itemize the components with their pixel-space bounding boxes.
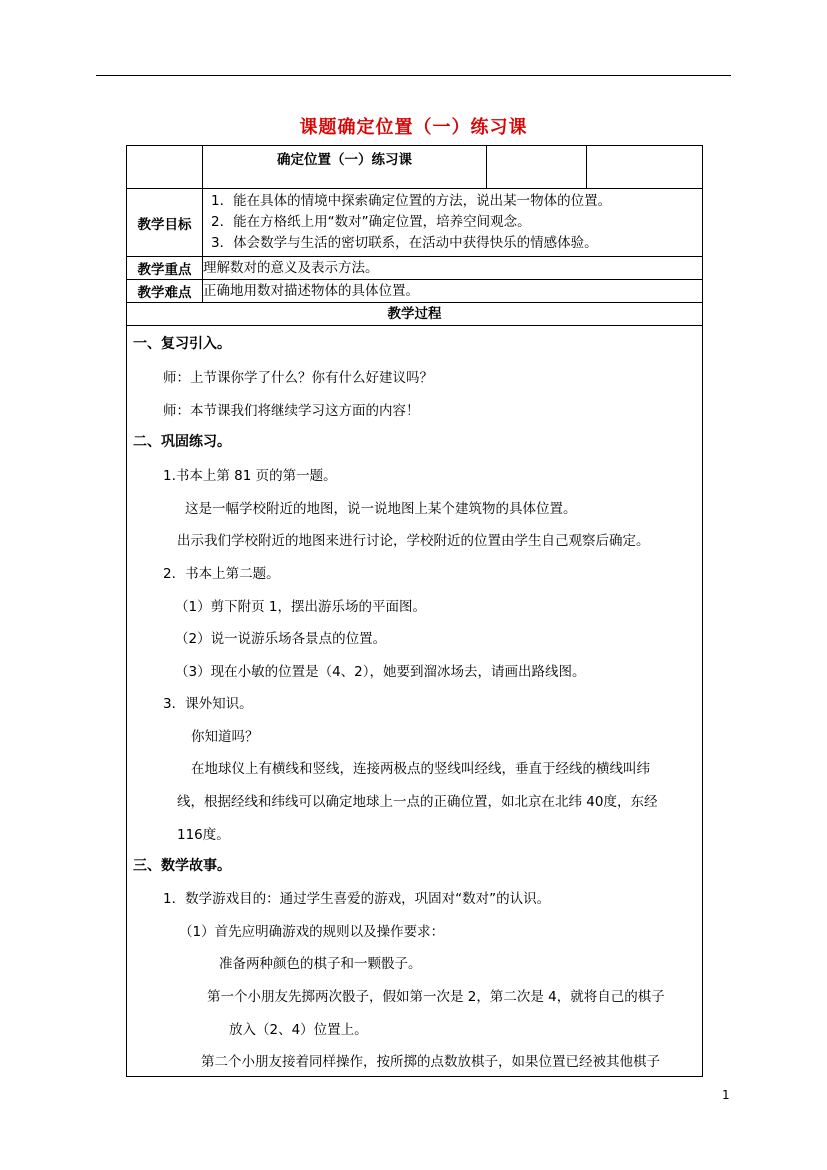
- paragraph-line: 放入（2、4）位置上。: [229, 1022, 368, 1038]
- page-number: 1: [722, 1088, 730, 1102]
- paragraph-line: 2．书本上第二题。: [163, 566, 280, 582]
- goal-item: 1．能在具体的情境中探索确定位置的方法，说出某一物体的位置。: [211, 193, 612, 209]
- paragraph-line: 你知道吗？: [191, 729, 259, 745]
- header-blank-cell: [487, 146, 587, 189]
- paragraph-line: 第二个小朋友接着同样操作，按所掷的点数放棋子，如果位置已经被其他棋子: [201, 1054, 660, 1070]
- goal-item: 2．能在方格纸上用“数对”确定位置，培养空间观念。: [211, 214, 531, 230]
- paragraph-line: 准备两种颜色的棋子和一颗骰子。: [219, 956, 422, 972]
- paragraph-line: 1.书本上第 81 页的第一题。: [163, 468, 337, 484]
- lesson-title: 确定位置（一）练习课: [277, 152, 412, 168]
- paragraph-line: （2）说一说游乐场各景点的位置。: [175, 631, 387, 647]
- lesson-plan-table: [126, 145, 703, 1077]
- paragraph-line: 出示我们学校附近的地图来进行讨论，学校附近的位置由学生自己观察后确定。: [177, 533, 650, 549]
- document-title: 课题确定位置（一）练习课: [299, 117, 528, 138]
- paragraph-line: （1）剪下附页 1，摆出游乐场的平面图。: [175, 599, 426, 615]
- paragraph-line: 线，根据经线和纬线可以确定地球上一点的正确位置，如北京在北纬 40度，东经: [177, 794, 658, 810]
- process-body-row: [127, 326, 703, 1077]
- paragraph-line: 1．数学游戏目的：通过学生喜爱的游戏，巩固对“数对”的认识。: [163, 891, 551, 907]
- process-title: 教学过程: [127, 303, 703, 326]
- header-rule: [96, 75, 731, 76]
- goals-label: 教学目标: [127, 189, 203, 257]
- paragraph-line: 第一个小朋友先掷两次骰子，假如第一次是 2，第二次是 4，就将自己的棋子: [207, 989, 665, 1005]
- focus-row: [127, 257, 703, 280]
- header-row: [127, 146, 703, 189]
- paragraph-line: （1）首先应明确游戏的规则以及操作要求：: [179, 924, 445, 940]
- section-heading: 二、巩固练习。: [133, 434, 231, 450]
- focus-text: 理解数对的意义及表示方法。: [203, 257, 703, 280]
- section-heading: 一、复习引入。: [133, 336, 231, 352]
- paragraph-line: 116度。: [177, 827, 230, 843]
- difficulty-text: 正确地用数对描述物体的具体位置。: [203, 280, 703, 303]
- header-blank-cell: [127, 146, 203, 189]
- focus-label: 教学重点: [127, 257, 203, 280]
- paragraph-line: 3．课外知识。: [163, 696, 253, 712]
- paragraph-line: （3）现在小敏的位置是（4、2），她要到溜冰场去，请画出路线图。: [175, 664, 586, 680]
- difficulty-label: 教学难点: [127, 280, 203, 303]
- paragraph-line: 师：上节课你学了什么？你有什么好建议吗？: [163, 370, 433, 386]
- paragraph-line: 在地球仪上有横线和竖线，连接两极点的竖线叫经线，垂直于经线的横线叫纬: [191, 761, 650, 777]
- goal-item: 3．体会数学与生活的密切联系，在活动中获得快乐的情感体验。: [211, 235, 598, 251]
- header-title-cell: [203, 146, 487, 189]
- difficulty-row: [127, 280, 703, 303]
- process-title-row: [127, 303, 703, 326]
- paragraph-line: 师：本节课我们将继续学习这方面的内容！: [163, 403, 420, 419]
- paragraph-line: 这是一幅学校附近的地图，说一说地图上某个建筑物的具体位置。: [185, 501, 577, 517]
- goals-row: [127, 189, 703, 257]
- section-heading: 三、数学故事。: [133, 858, 231, 874]
- process-body: [127, 326, 703, 1077]
- header-blank-cell: [587, 146, 703, 189]
- goals-cell: [203, 189, 703, 257]
